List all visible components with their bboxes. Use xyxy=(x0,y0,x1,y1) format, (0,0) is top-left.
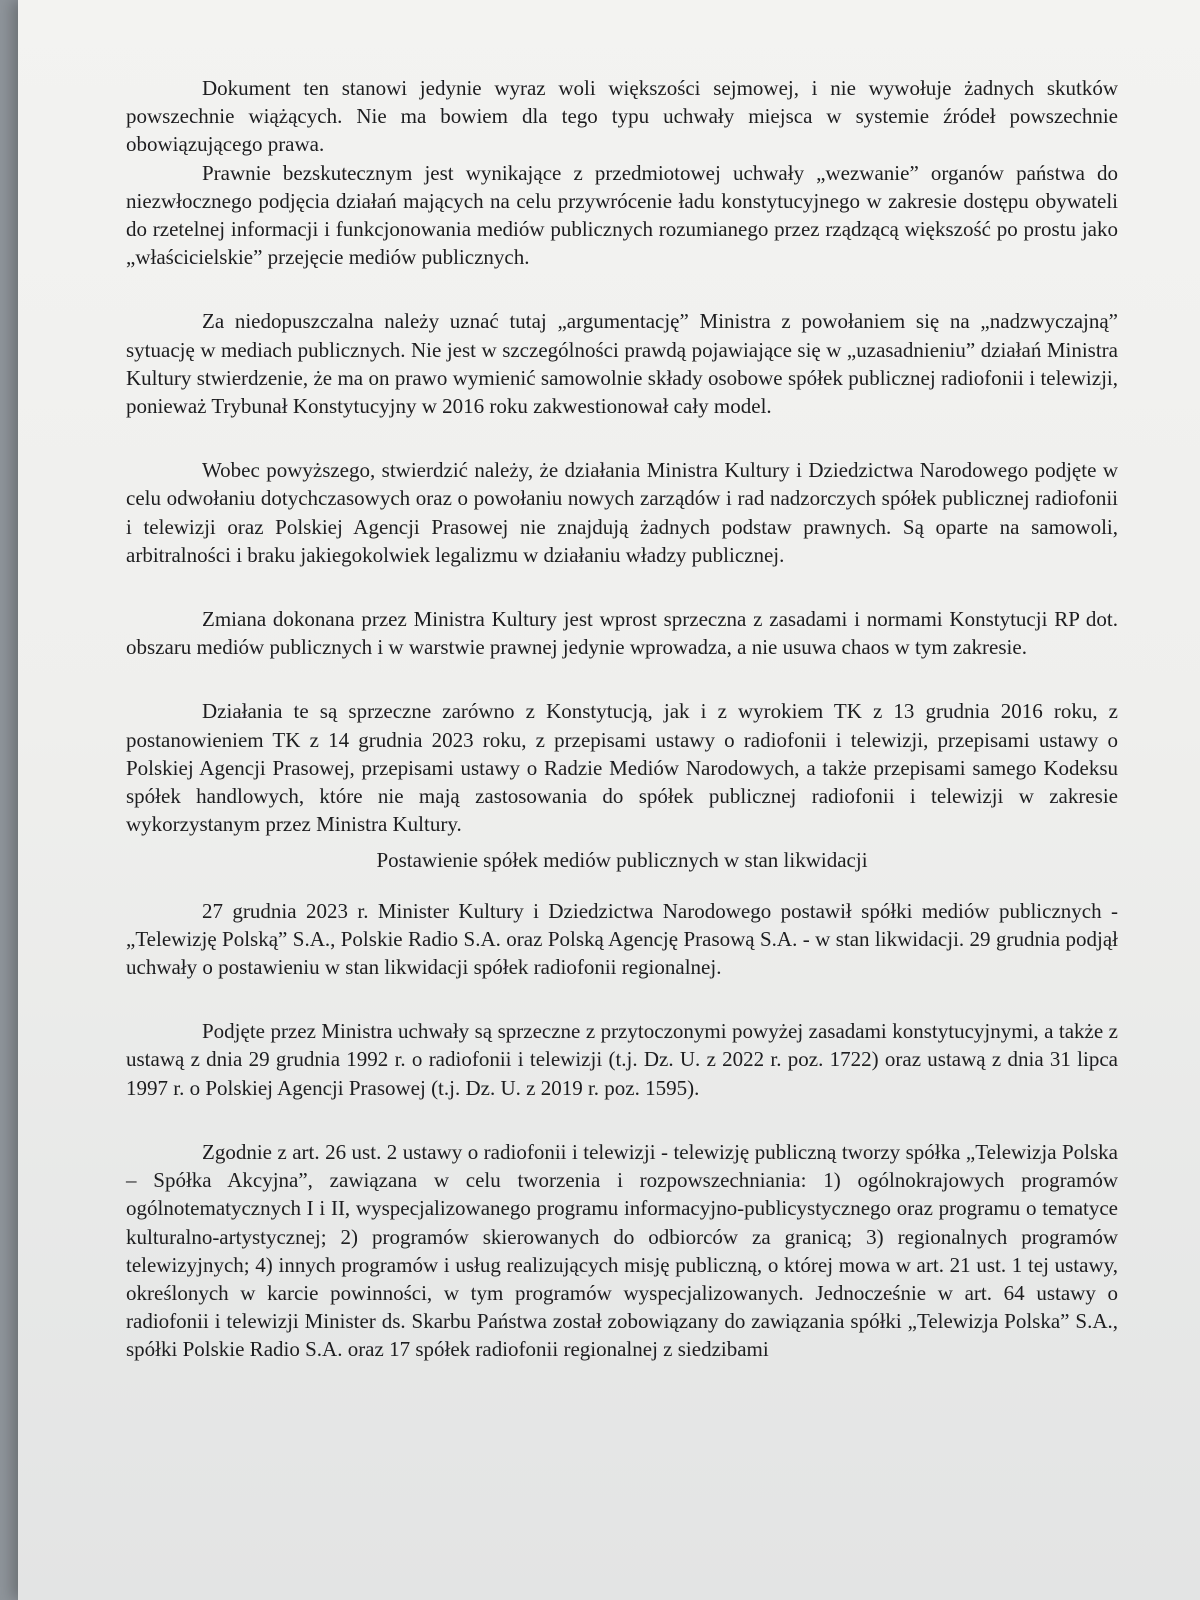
paragraph-5: Zmiana dokonana przez Ministra Kultury jest wprost sprzeczna z zasadami i normami Konstytucji RP dot. obszaru mediów publicznych i w warstwie prawnej jedynie wprowadza, a nie usuwa chaos w tym zakresie. xyxy=(126,607,1118,660)
paragraph-1: Dokument ten stanowi jedynie wyraz woli większości sejmowej, i nie wywołuje żadnych skutków powszechnie wiążących. Nie ma bowiem dla tego typu uchwały miejsca w systemie źródeł powszechnie obowiązującego prawa. xyxy=(126,76,1118,157)
section-heading: Postawienie spółek mediów publicznych w stan likwidacji xyxy=(376,848,868,873)
section-paragraph-1: 27 grudnia 2023 r. Minister Kultury i Dziedzictwa Narodowego postawił spółki mediów publicznych - „Telewizję Polską” S.A., Polskie Radio S.A. oraz Polską Agencję Prasową S.A. - w stan likwidacji. 29 grudnia podjął uchwały o postawieniu w stan likwidacji spółek radiofonii regionalnej. xyxy=(126,898,1118,980)
paragraph-3: Za niedopuszczalna należy uznać tutaj „argumentację” Ministra z powołaniem się na „nadzwyczajną” sytuację w mediach publicznych. Nie jest w szczególności prawdą pojawiające się w „uzasadnieniu” działań Ministra Kultury stwierdzenie, że ma on prawo wymienić samowolnie składy osobowe spółek publicznej radiofonii i telewizji, ponieważ Trybunał Konstytucyjny w 2016 roku zakwestionował cały model. xyxy=(126,309,1118,419)
section-paragraph-3: Zgodnie z art. 26 ust. 2 ustawy o radiofonii i telewizji - telewizję publiczną tworzy spółka „Telewizja Polska – Spółka Akcyjna”, zawiązana w celu tworzenia i rozpowszechniania: 1) ogólnokrajowych programów ogólnotematycznych I i II, wyspecjalizowanego programu informacyjno-publicystycznego oraz programu o tematyce kulturalno-artystycznej; 2) programów skierowanych do odbiorców za granicą; 3) regionalnych programów telewizyjnych; 4) innych programów i usług realizujących misję publiczną, o której mowa w art. 21 ust. 1 tej ustawy, określonych w karcie powinności, w tym programów wyspecjalizowanych. Jednocześnie w art. 64 ustawy o radiofonii i telewizji Minister ds. Skarbu Państwa został zobowiązany do zawiązania spółki „Telewizja Polska” S.A., spółki Polskie Radio S.A. oraz 17 spółek radiofonii regionalnej z siedzibami xyxy=(126,1139,1118,1362)
paragraph-4: Wobec powyższego, stwierdzić należy, że działania Ministra Kultury i Dziedzictwa Narodowego podjęte w celu odwołaniu dotychczasowych oraz o powołaniu nowych zarządów i rad nadzorczych spółek publicznej radiofonii i telewizji oraz Polskiej Agencji Prasowej nie znajdują żadnych podstaw prawnych. Są oparte na samowoli, arbitralności i braku jakiegokolwiek legalizmu w działaniu władzy publicznej. xyxy=(126,458,1118,567)
section-paragraph-2: Podjęte przez Ministra uchwały są sprzeczne z przytoczonymi powyżej zasadami konstytucyjnymi, a także z ustawą z dnia 29 grudnia 1992 r. o radiofonii i telewizji (t.j. Dz. U. z 2022 r. poz. 1722) oraz ustawą z dnia 31 lipca 1997 r. o Polskiej Agencji Prasowej (t.j. Dz. U. z 2019 r. poz. 1595). xyxy=(126,1019,1118,1100)
document-body xyxy=(126,74,1118,1364)
document-page xyxy=(18,0,1200,1600)
paragraph-2: Prawnie bezskutecznym jest wynikające z przedmiotowej uchwały „wezwanie” organów państwa do niezwłocznego podjęcia działań mających na celu przywrócenie ładu konstytucyjnego w zakresie dostępu obywateli do rzetelnej informacji i funkcjonowania mediów publicznych rozumianego przez rządzącą większość po prostu jako „właścicielskie” przejęcie mediów publicznych. xyxy=(126,160,1118,270)
paragraph-6: Działania te są sprzeczne zarówno z Konstytucją, jak i z wyrokiem TK z 13 grudnia 2016 roku, z postanowieniem TK z 14 grudnia 2023 roku, z przepisami ustawy o radiofonii i telewizji, przepisami ustawy o Polskiej Agencji Prasowej, przepisami ustawy o Radzie Mediów Narodowych, a także przepisami samego Kodeksu spółek handlowych, które nie mają zastosowania do spółek publicznej radiofonii i telewizji w zakresie wykorzystanym przez Ministra Kultury. xyxy=(126,699,1118,837)
